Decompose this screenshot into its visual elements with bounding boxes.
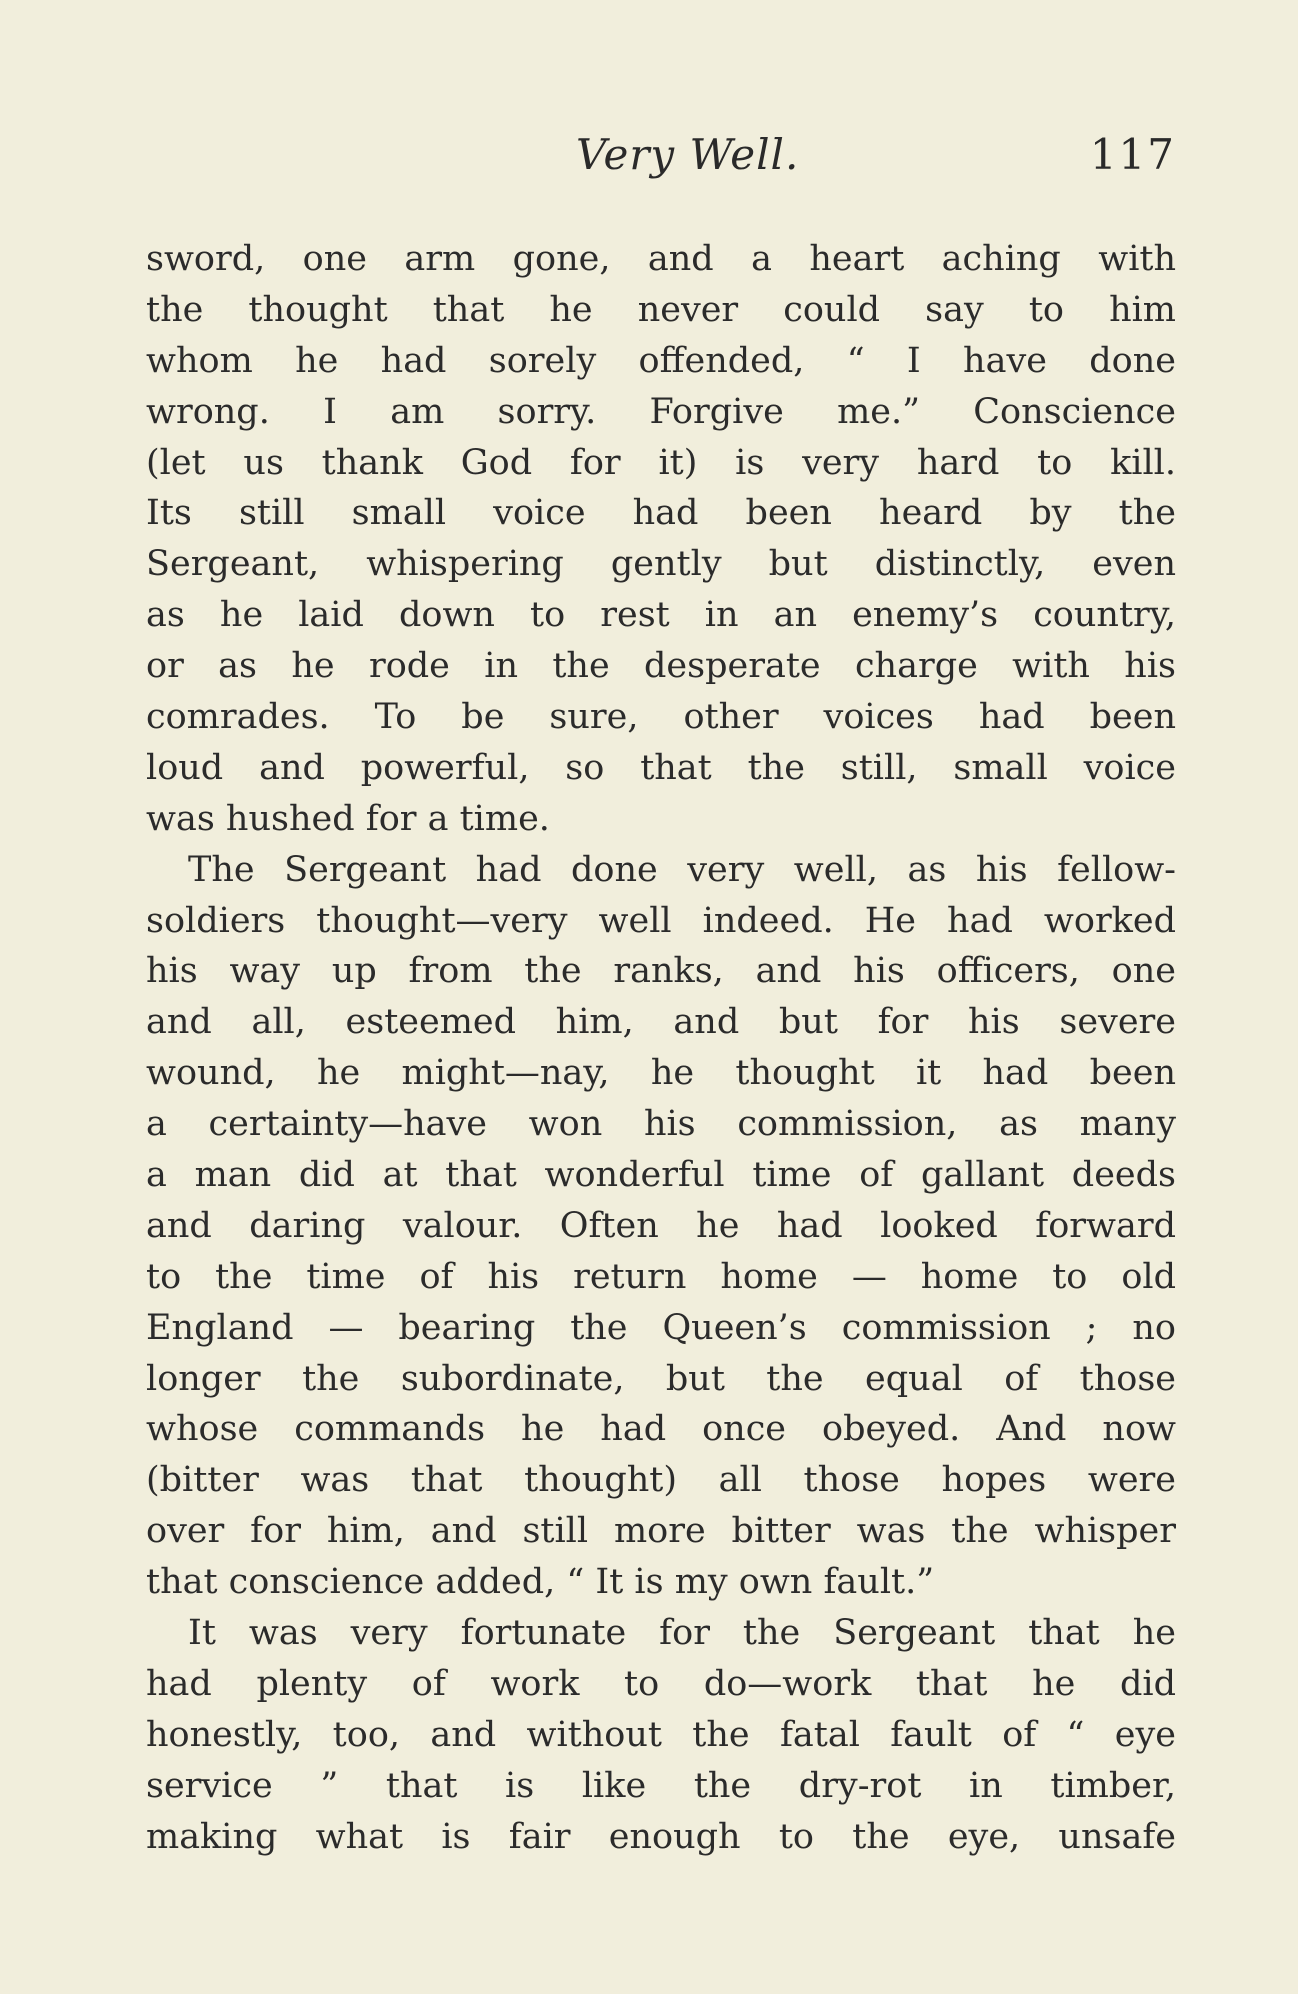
text-line: making what is fair enough to the eye, unsafe xyxy=(146,1816,1176,1857)
text-line: sword, one arm gone, and a heart aching with xyxy=(146,239,1176,279)
text-line: to the time of his return home — home to old xyxy=(146,1256,1176,1297)
text-line: whose commands he had once obeyed. And now xyxy=(146,1409,1176,1450)
text-line: longer the subordinate, but the equal of those xyxy=(146,1358,1176,1399)
text-line: the thought that he never could say to him xyxy=(146,289,1176,330)
text-line: and daring valour. Often he had looked forward xyxy=(146,1205,1176,1246)
running-title: Very Well. xyxy=(576,130,800,179)
text-line: wound, he might—nay, he thought it had been xyxy=(146,1053,1176,1094)
text-line: Sergeant, whispering gently but distinctly, even xyxy=(146,544,1176,585)
text-line: that conscience added, “ It is my own fault.” xyxy=(146,1562,935,1603)
text-line: was hushed for a time. xyxy=(146,798,550,839)
text-line: loud and powerful, so that the still, small voice xyxy=(146,747,1176,788)
text-line: over for him, and still more bitter was the whisper xyxy=(146,1511,1176,1552)
text-line: wrong. I am sorry. Forgive me.” Conscience xyxy=(146,391,1176,432)
text-line: comrades. To be sure, other voices had been xyxy=(146,697,1176,738)
text-line: whom he had sorely offended, “ I have done xyxy=(146,340,1176,381)
body-text xyxy=(146,234,1176,1863)
text-line: a man did at that wonderful time of gallant deeds xyxy=(146,1155,1176,1196)
text-line: (bitter was that thought) all those hopes were xyxy=(146,1460,1176,1501)
text-line: service ” that is like the dry-rot in timber, xyxy=(146,1765,1176,1806)
text-line: England — bearing the Queen’s commission ; no xyxy=(146,1307,1176,1348)
text-line: It was very fortunate for the Sergeant that he xyxy=(188,1613,1176,1654)
text-line: Its still small voice had been heard by the xyxy=(146,493,1176,534)
page-number: 117 xyxy=(1089,130,1176,179)
text-line: a certainty—have won his commission, as many xyxy=(146,1104,1176,1145)
text-line: The Sergeant had done very well, as his fellow- xyxy=(188,849,1176,890)
text-line: and all, esteemed him, and but for his severe xyxy=(146,1002,1176,1043)
text-line: or as he rode in the desperate charge with his xyxy=(146,646,1176,687)
text-line: had plenty of work to do—work that he did xyxy=(146,1663,1176,1704)
page-header xyxy=(146,130,1176,190)
text-line: as he laid down to rest in an enemy’s country, xyxy=(146,595,1176,636)
text-line: (let us thank God for it) is very hard to kill. xyxy=(146,442,1176,483)
text-line: honestly, too, and without the fatal fault of “ eye xyxy=(146,1714,1176,1755)
text-line: soldiers thought—very well indeed. He had worked xyxy=(146,900,1176,941)
text-line: his way up from the ranks, and his officers, one xyxy=(146,951,1176,992)
